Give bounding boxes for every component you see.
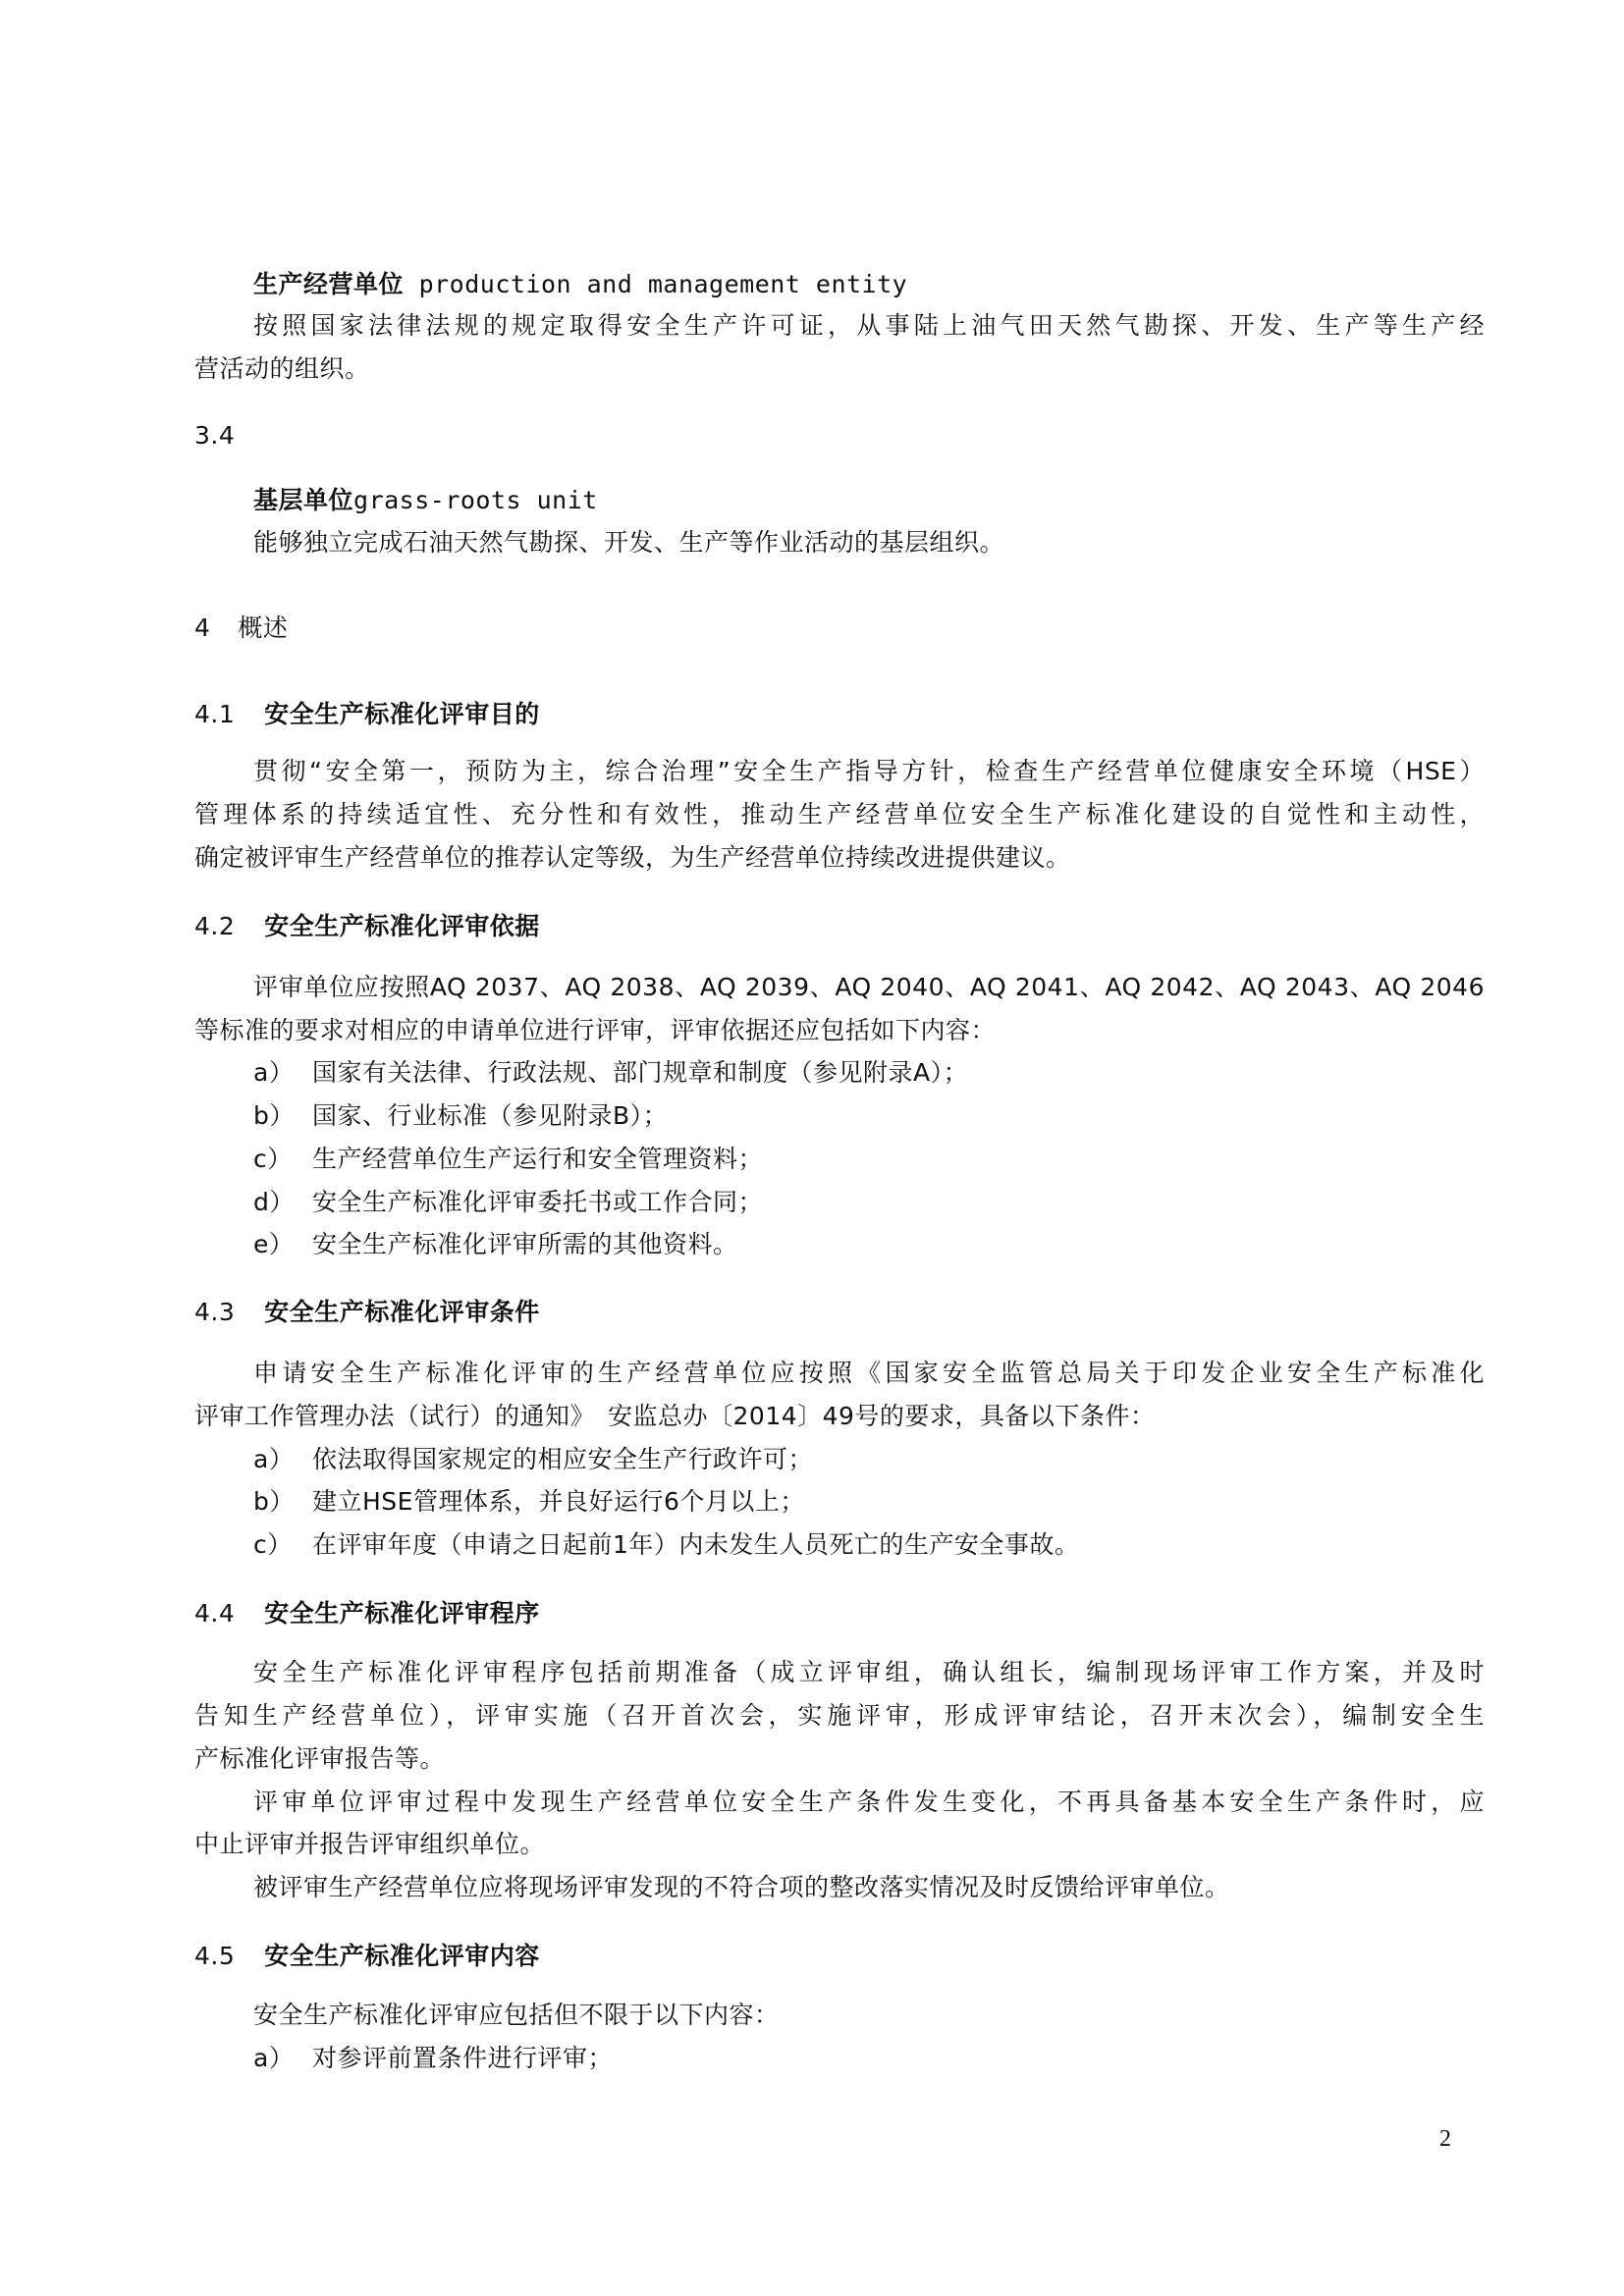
list-marker: c） [253,1145,293,1173]
list-marker: a） [253,1445,295,1473]
paragraph-line: 评审工作管理办法（试行）的通知》 安监总办〔2014〕49号的要求，具备以下条件： [194,1402,1156,1430]
list-text: 依法取得国家规定的相应安全生产行政许可； [312,1445,814,1473]
list-item [253,1486,805,1518]
section-heading [194,1297,540,1328]
list-item [253,1229,738,1260]
section-title: 安全生产标准化评审程序 [264,1599,540,1628]
paragraph-line: 贯彻“安全第一，预防为主，综合治理”安全生产指导方针，检查生产经营单位健康安全环境（HSE） [253,757,1485,785]
section-title: 安全生产标准化评审条件 [264,1298,540,1326]
paragraph-line: 产标准化评审报告等。 [194,1744,446,1773]
page-number: 2 [1439,2126,1451,2152]
list-marker: a） [253,1058,295,1087]
list-text: 在评审年度（申请之日起前1年）内未发生人员死亡的生产安全事故。 [312,1530,1080,1559]
paragraph-line: 申请安全生产标准化评审的生产经营单位应按照《国家安全监管总局关于印发企业安全生产标准化 [253,1359,1485,1387]
paragraph-line: 等标准的要求对相应的申请单位进行评审，评审依据还应包括如下内容： [194,1016,997,1044]
term-title-en: production and management entity [404,270,908,298]
list-item [253,1100,668,1132]
paragraph-line: 告知生产经营单位），评审实施（召开首次会，实施评审，形成评审结论，召开末次会），编制安全生 [194,1701,1485,1730]
section-number: 4.4 [194,1599,236,1628]
section-number: 4.2 [194,912,236,940]
list-text: 对参评前置条件进行评审； [312,2044,614,2072]
term-definition-line: 能够独立完成石油天然气勘探、开发、生产等作业活动的基层组织。 [253,528,1005,557]
term-title-cn: 生产经营单位 [253,270,405,298]
list-text: 建立HSE管理体系，并良好运行6个月以上； [312,1487,805,1516]
list-text: 国家、行业标准（参见附录B）； [312,1101,669,1130]
paragraph-line: 评审单位评审过程中发现生产经营单位安全生产条件发生变化，不再具备基本安全生产条件时，应 [253,1788,1485,1816]
paragraph-line: 安全生产标准化评审程序包括前期准备（成立评审组，确认组长，编制现场评审工作方案，并及时 [253,1658,1485,1686]
section-number: 4.5 [194,1942,236,1970]
section-heading [194,613,288,644]
section-title: 安全生产标准化评审依据 [264,912,540,940]
list-text: 生产经营单位生产运行和安全管理资料； [312,1145,764,1173]
section-heading [194,1598,540,1629]
paragraph-line: 管理体系的持续适宜性、充分性和有效性，推动生产经营单位安全生产标准化建设的自觉性和主动性， [194,800,1485,828]
term-definition-line: 营活动的组织。 [194,354,370,383]
section-number: 4 [194,614,211,642]
section-number: 4.3 [194,1298,236,1326]
term-heading [253,485,598,516]
section-title: 安全生产标准化评审目的 [264,700,540,728]
term-definition-line: 按照国家法律法规的规定取得安全生产许可证，从事陆上油气田天然气勘探、开发、生产等生产经 [253,311,1485,340]
list-marker: b） [253,1487,295,1516]
list-item [253,1057,968,1089]
section-heading [194,699,540,730]
paragraph-line: 被评审生产经营单位应将现场评审发现的不符合项的整改落实情况及时反馈给评审单位。 [253,1873,1230,1901]
section-heading [194,911,540,942]
paragraph-line: 评审单位应按照AQ 2037、AQ 2038、AQ 2039、AQ 2040、AQ 2041、AQ 2042、AQ 2043、AQ 2046 [253,973,1485,1001]
section-number: 4.1 [194,700,236,728]
list-text: 安全生产标准化评审委托书或工作合同； [312,1188,764,1216]
list-marker: d） [253,1188,295,1216]
list-marker: b） [253,1101,295,1130]
list-text: 安全生产标准化评审所需的其他资料。 [312,1230,738,1258]
section-title: 安全生产标准化评审内容 [264,1942,540,1970]
paragraph-line: 确定被评审生产经营单位的推荐认定等级，为生产经营单位持续改进提供建议。 [194,843,1071,872]
list-text: 国家有关法律、行政法规、部门规章和制度（参见附录A）； [312,1058,969,1087]
term-number: 3.4 [194,421,236,450]
paragraph-line: 中止评审并报告评审组织单位。 [194,1830,546,1858]
list-marker: c） [253,1530,293,1559]
section-heading [194,1941,540,1972]
paragraph-line: 安全生产标准化评审应包括但不限于以下内容： [253,2001,780,2029]
list-marker: e） [253,1230,295,1258]
list-item [253,1187,763,1218]
list-item [253,1444,813,1475]
list-marker: a） [253,2044,295,2072]
list-item [253,1529,1079,1561]
term-title-cn: 基层单位 [253,486,354,514]
term-title-en: grass-roots unit [353,486,598,514]
list-item [253,1144,763,1175]
list-item [253,2043,613,2074]
section-title: 概述 [238,614,289,642]
term-heading [253,269,907,300]
